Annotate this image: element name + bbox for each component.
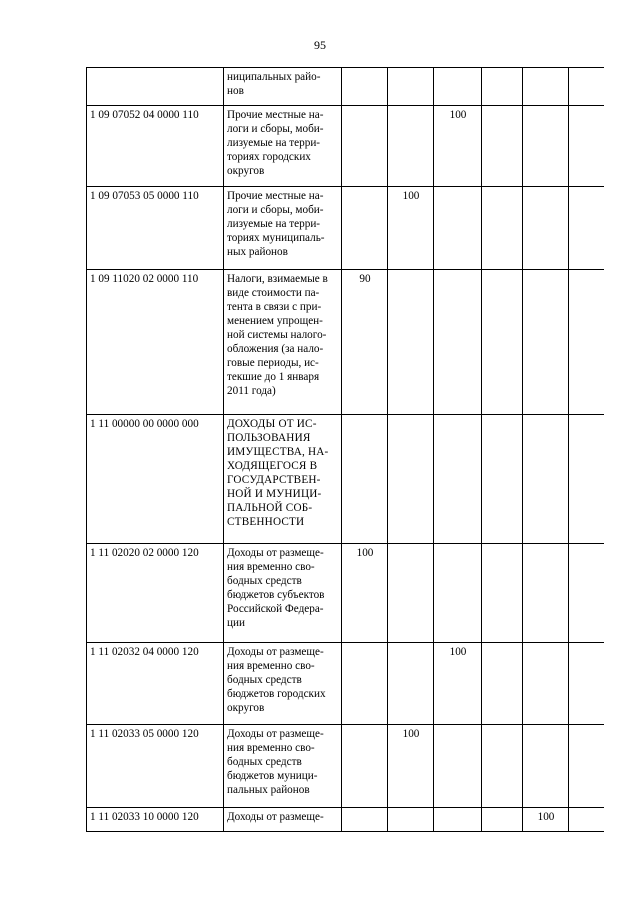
- share-value: [523, 725, 569, 808]
- share-value: [388, 544, 434, 643]
- share-value: [342, 643, 388, 725]
- kbk-code: [87, 68, 224, 106]
- kbk-code: 1 11 02033 10 0000 120: [87, 808, 224, 832]
- share-value: [482, 643, 523, 725]
- share-value: [342, 415, 388, 544]
- revenue-name: Доходы от размеще- ния временно сво- бодных средств бюджетов городских округов: [224, 643, 342, 725]
- share-value: [523, 106, 569, 187]
- share-value: [569, 643, 604, 725]
- revenue-name: Прочие местные на- логи и сборы, моби- лизуемые на терри- ториях городских округов: [224, 106, 342, 187]
- table-row: [87, 808, 604, 832]
- share-value: [523, 68, 569, 106]
- table-row: [87, 270, 604, 415]
- revenue-name: Прочие местные на- логи и сборы, моби- лизуемые на терри- ториях муниципаль- ных районов: [224, 187, 342, 270]
- share-value: [523, 544, 569, 643]
- share-value: [342, 106, 388, 187]
- share-value: 100: [434, 643, 482, 725]
- revenue-name: Доходы от размеще-: [224, 808, 342, 832]
- kbk-code: 1 11 02032 04 0000 120: [87, 643, 224, 725]
- share-value: [482, 808, 523, 832]
- revenue-name: Налоги, взимаемые в виде стоимости па- тента в связи с при- менением упрощен- ной системы налого- обложения (за нало- говые периоды, ис- текшие до 1 января 2011 года): [224, 270, 342, 415]
- share-value: [482, 415, 523, 544]
- share-value: [569, 808, 604, 832]
- revenue-name: ниципальных райо- нов: [224, 68, 342, 106]
- share-value: [482, 544, 523, 643]
- share-value: [434, 808, 482, 832]
- kbk-code: 1 09 07052 04 0000 110: [87, 106, 224, 187]
- table-row: [87, 544, 604, 643]
- share-value: [523, 643, 569, 725]
- share-value: [523, 415, 569, 544]
- share-value: 100: [523, 808, 569, 832]
- share-value: [523, 187, 569, 270]
- share-value: [482, 106, 523, 187]
- share-value: [434, 270, 482, 415]
- share-value: [434, 415, 482, 544]
- revenue-name: ДОХОДЫ ОТ ИС- ПОЛЬЗОВАНИЯ ИМУЩЕСТВА, НА- ХОДЯЩЕГОСЯ В ГОСУДАРСТВЕН- НОЙ И МУНИЦИ- ПАЛЬНОЙ СОБ- СТВЕННОСТИ: [224, 415, 342, 544]
- share-value: [482, 68, 523, 106]
- revenue-allocation-table: [86, 67, 604, 832]
- share-value: [482, 187, 523, 270]
- share-value: [388, 106, 434, 187]
- share-value: [569, 725, 604, 808]
- share-value: [434, 187, 482, 270]
- share-value: [342, 808, 388, 832]
- share-value: 100: [342, 544, 388, 643]
- share-value: [569, 415, 604, 544]
- kbk-code: 1 11 02033 05 0000 120: [87, 725, 224, 808]
- revenue-name: Доходы от размеще- ния временно сво- бодных средств бюджетов субъектов Российской Федера- ции: [224, 544, 342, 643]
- share-value: [569, 187, 604, 270]
- share-value: [388, 643, 434, 725]
- share-value: 100: [388, 725, 434, 808]
- kbk-code: 1 11 00000 00 0000 000: [87, 415, 224, 544]
- table-row: [87, 106, 604, 187]
- table-row: [87, 725, 604, 808]
- kbk-code: 1 11 02020 02 0000 120: [87, 544, 224, 643]
- table-row: [87, 68, 604, 106]
- share-value: [342, 68, 388, 106]
- share-value: [569, 270, 604, 415]
- table-row: [87, 187, 604, 270]
- share-value: [569, 106, 604, 187]
- share-value: [523, 270, 569, 415]
- share-value: [434, 725, 482, 808]
- share-value: [388, 808, 434, 832]
- table-row: [87, 643, 604, 725]
- share-value: [388, 415, 434, 544]
- page-number: 95: [314, 38, 326, 52]
- share-value: [388, 270, 434, 415]
- share-value: [569, 544, 604, 643]
- kbk-code: 1 09 11020 02 0000 110: [87, 270, 224, 415]
- share-value: [388, 68, 434, 106]
- share-value: [434, 544, 482, 643]
- kbk-code: 1 09 07053 05 0000 110: [87, 187, 224, 270]
- share-value: 90: [342, 270, 388, 415]
- share-value: 100: [434, 106, 482, 187]
- share-value: [482, 270, 523, 415]
- share-value: [434, 68, 482, 106]
- share-value: [342, 187, 388, 270]
- share-value: 100: [388, 187, 434, 270]
- revenue-name: Доходы от размеще- ния временно сво- бодных средств бюджетов муници- пальных районов: [224, 725, 342, 808]
- table-row: [87, 415, 604, 544]
- share-value: [569, 68, 604, 106]
- share-value: [482, 725, 523, 808]
- share-value: [342, 725, 388, 808]
